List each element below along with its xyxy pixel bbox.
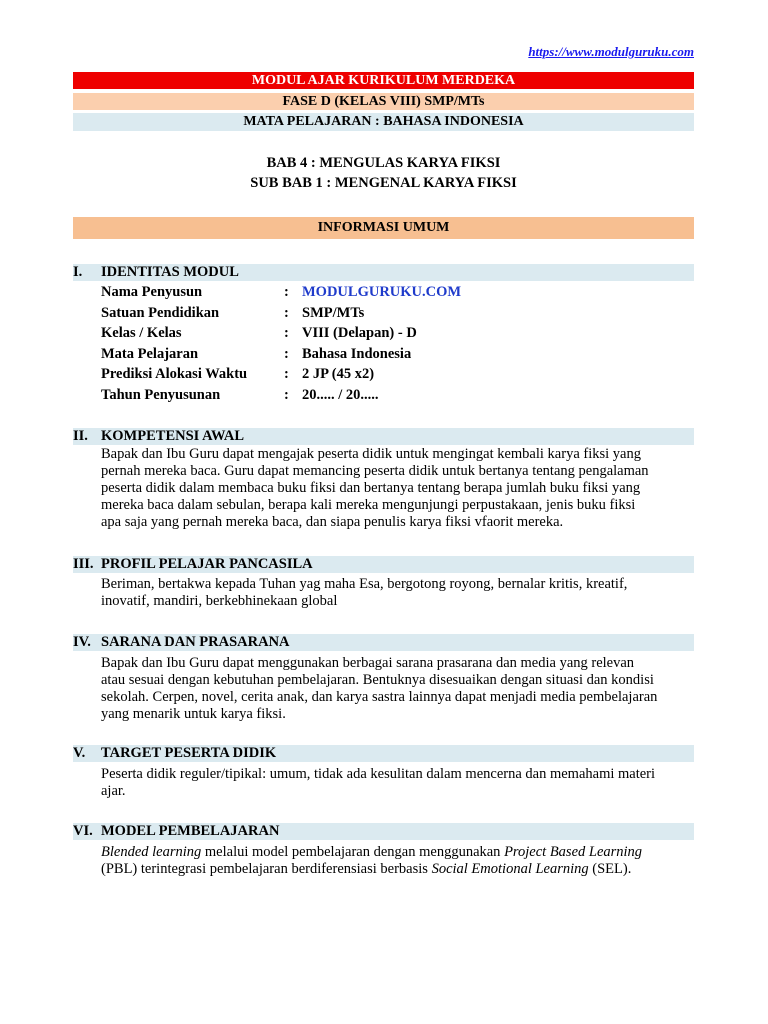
model-paragraph xyxy=(101,844,695,878)
italic-term: Social Emotional Learning xyxy=(431,861,589,877)
section-number: II. xyxy=(73,428,88,444)
section-title: SARANA DAN PRASARANA xyxy=(101,634,290,650)
subchapter-title: SUB BAB 1 : MENGENAL KARYA FIKSI xyxy=(250,175,517,191)
paragraph-line: Beriman, bertakwa kepada Tuhan yag maha Esa, bergotong royong, bernalar kritis, kreatif, xyxy=(101,576,628,592)
identity-value: SMP/MTs xyxy=(302,305,365,321)
section-number: V. xyxy=(73,745,86,761)
paragraph-line: sekolah. Cerpen, novel, cerita anak, dan karya sastra lainnya dapat menjadi media pembelajaran xyxy=(101,689,658,705)
colon: : xyxy=(284,325,289,341)
identity-label: Prediksi Alokasi Waktu xyxy=(101,366,248,382)
chapter-title: BAB 4 : MENGULAS KARYA FIKSI xyxy=(266,155,501,171)
identity-label: Kelas / Kelas xyxy=(101,325,182,341)
identity-label: Nama Penyusun xyxy=(101,284,203,300)
section-heading-profil xyxy=(73,556,694,573)
colon: : xyxy=(284,387,289,403)
paragraph-line xyxy=(101,844,695,861)
section-heading-identitas xyxy=(73,264,694,281)
text-run: melalui model pembelajaran dengan menggunakan xyxy=(201,844,505,860)
paragraph-line: Bapak dan Ibu Guru dapat mengajak peserta didik untuk mengingat kembali karya fiksi yang xyxy=(101,446,641,462)
module-title-band: MODUL AJAR KURIKULUM MERDEKA xyxy=(73,72,694,89)
paragraph-line: Peserta didik reguler/tipikal: umum, tidak ada kesulitan dalam mencerna dan memahami materi xyxy=(101,766,656,782)
paragraph-line: mereka baca dalam sebulan, berapa kali mereka mengunjungi perpustakaan, jenis buku fiksi xyxy=(101,497,636,513)
paragraph-line xyxy=(101,861,695,878)
paragraph-line: peserta didik dalam membaca buku fiksi dan bertanya tentang berapa jumlah buku fiksi yang xyxy=(101,480,641,496)
section-title: IDENTITAS MODUL xyxy=(101,264,239,280)
general-info-heading: INFORMASI UMUM xyxy=(73,217,694,239)
identity-label: Satuan Pendidikan xyxy=(101,305,220,321)
sarana-paragraph xyxy=(101,655,695,723)
section-title: TARGET PESERTA DIDIK xyxy=(101,745,277,761)
italic-term: Blended learning xyxy=(101,844,202,860)
paragraph-line: Bapak dan Ibu Guru dapat menggunakan berbagai sarana prasarana dan media yang relevan xyxy=(101,655,635,671)
profil-paragraph xyxy=(101,576,695,610)
identity-value: 2 JP (45 x2) xyxy=(302,366,375,382)
section-heading-model xyxy=(73,823,694,840)
phase-band: FASE D (KELAS VIII) SMP/MTs xyxy=(73,93,694,110)
colon: : xyxy=(284,284,289,300)
paragraph-line: apa saja yang pernah mereka baca, dan siapa penulis karya fiksi vfaorit mereka. xyxy=(101,514,564,530)
identity-label: Mata Pelajaran xyxy=(101,346,199,362)
text-run: (SEL). xyxy=(588,861,632,877)
section-title: PROFIL PELAJAR PANCASILA xyxy=(101,556,313,572)
paragraph-line: pernah mereka baca. Guru dapat memancing peserta didik untuk bertanya tentang pengalaman xyxy=(101,463,649,479)
identity-value: Bahasa Indonesia xyxy=(302,346,412,362)
section-heading-kompetensi xyxy=(73,428,694,445)
section-number: IV. xyxy=(73,634,91,650)
identity-value: VIII (Delapan) - D xyxy=(302,325,417,341)
identity-value: 20..... / 20..... xyxy=(302,387,379,403)
section-heading-sarana xyxy=(73,634,694,651)
identity-value-link[interactable]: MODULGURUKU.COM xyxy=(302,284,462,300)
paragraph-line: atau sesuai dengan kebutuhan pembelajaran. Bentuknya disesuaikan dengan situasi dan kondisi xyxy=(101,672,654,688)
kompetensi-paragraph xyxy=(101,446,695,531)
website-link[interactable]: https://www.modulguruku.com xyxy=(528,44,694,59)
section-number: I. xyxy=(73,264,83,280)
colon: : xyxy=(284,346,289,362)
subject-band: MATA PELAJARAN : BAHASA INDONESIA xyxy=(73,113,694,131)
paragraph-line: ajar. xyxy=(101,783,126,799)
section-title: KOMPETENSI AWAL xyxy=(101,428,245,444)
target-paragraph xyxy=(101,766,695,800)
section-number: III. xyxy=(73,556,94,572)
text-run: (PBL) terintegrasi pembelajaran berdiferensiasi berbasis xyxy=(101,861,432,877)
section-number: VI. xyxy=(73,823,93,839)
colon: : xyxy=(284,305,289,321)
paragraph-line: yang menarik untuk karya fiksi. xyxy=(101,706,286,722)
section-title: MODEL PEMBELAJARAN xyxy=(101,823,280,839)
section-heading-target xyxy=(73,745,694,762)
italic-term: Project Based Learning xyxy=(504,844,643,860)
paragraph-line: inovatif, mandiri, berkebhinekaan global xyxy=(101,593,338,609)
colon: : xyxy=(284,366,289,382)
identity-label: Tahun Penyusunan xyxy=(101,387,221,403)
